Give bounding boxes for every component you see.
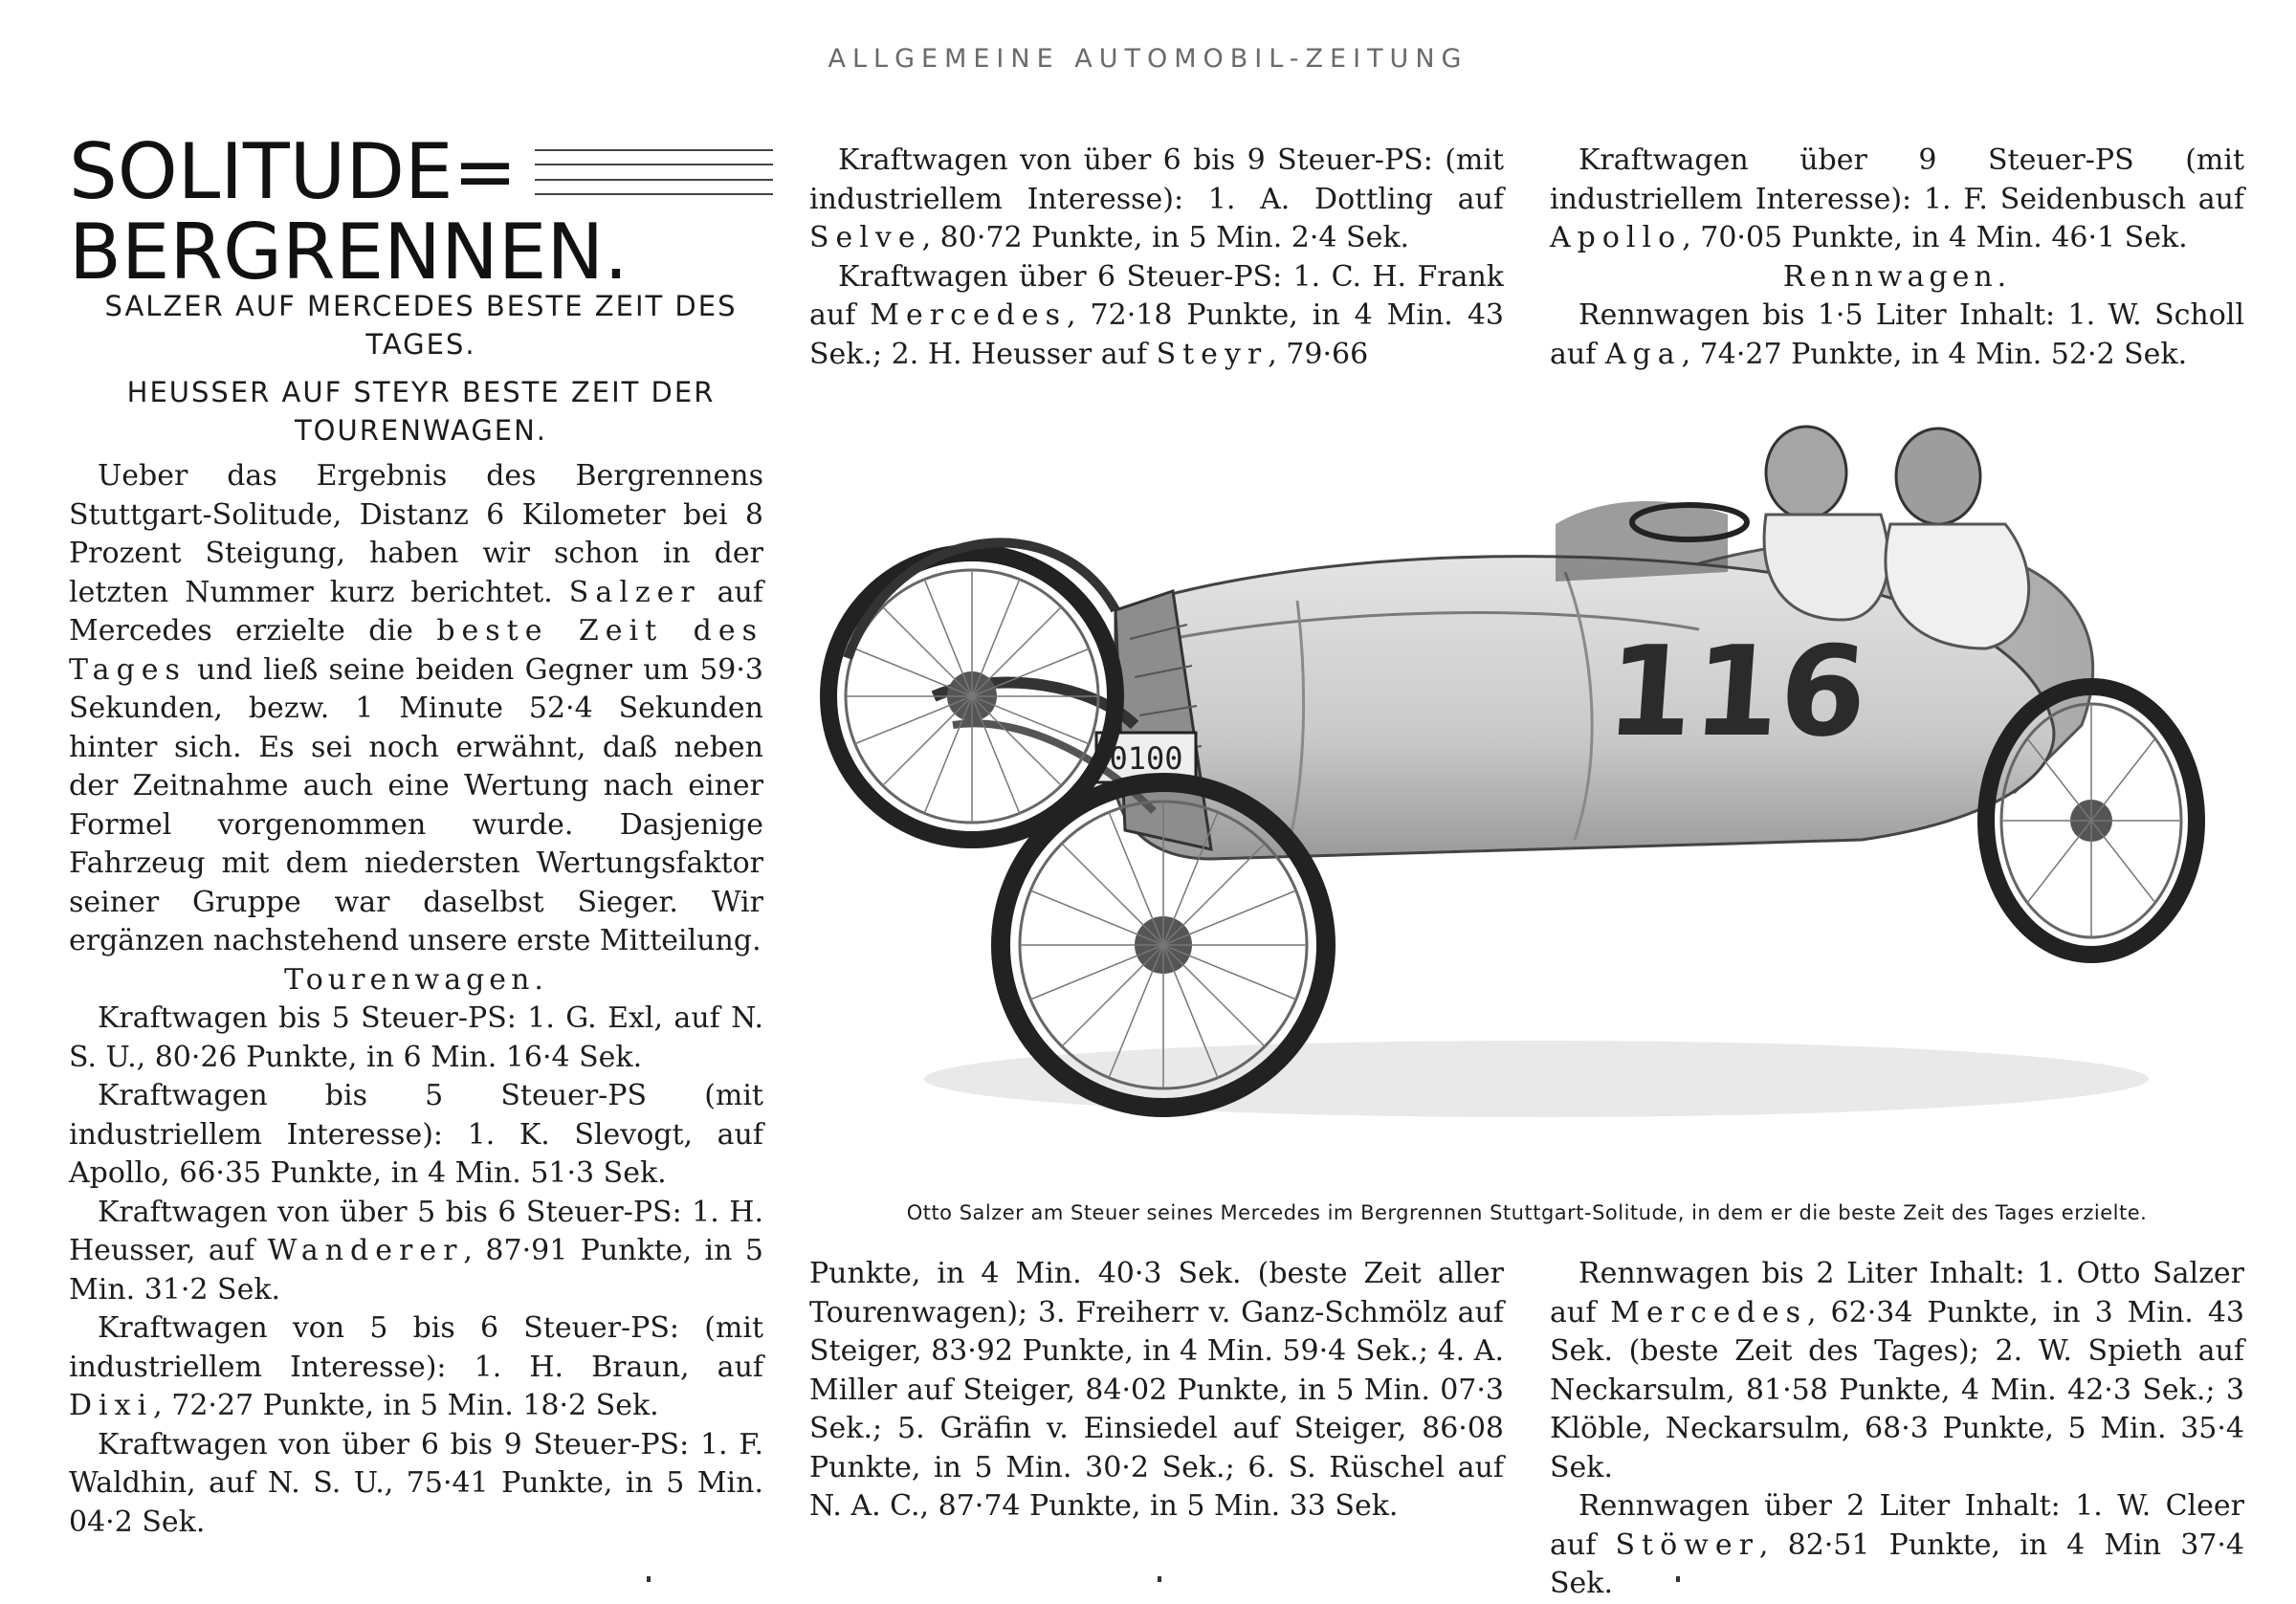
print-mark-3	[1676, 1576, 1680, 1582]
wheel-rear	[1986, 687, 2197, 955]
result-9-a: Rennwagen bis 1·5 Liter Inhalt: 1. W. Scholl auf	[1550, 298, 2244, 371]
result-9-brand: Aga	[1604, 337, 1682, 371]
print-mark-2	[1158, 1576, 1161, 1582]
title-text-1: SOLITUDE=	[69, 127, 518, 216]
result-3	[69, 1194, 763, 1310]
result-11	[1550, 1487, 2244, 1604]
intro-paragraph	[69, 457, 763, 961]
result-7-brand2: Steyr	[1156, 337, 1269, 371]
result-7-c: , 79·66	[1268, 337, 1369, 371]
intro-text-b: auf Mercedes erzielte die	[69, 575, 763, 648]
result-7-brand: Mercedes	[870, 298, 1068, 332]
result-7-a: Kraftwagen über 6 Steuer-PS: 1. C. H. Frank auf	[809, 259, 1504, 332]
result-4-b: , 72·27 Punkte, in 5 Min. 18·2 Sek.	[153, 1389, 659, 1422]
wheel-front-left	[828, 553, 1115, 840]
column-2-bottom	[809, 1255, 1504, 1527]
car-race-number: 116	[1601, 619, 1872, 764]
result-7-continued: Punkte, in 4 Min. 40·3 Sek. (beste Zeit aller Tourenwagen); 3. Freiherr v. Ganz-Schmölz auf Steiger, 83·92 Punkte, in 4 Min. 59·4 Sek.; 4. A. Miller auf Steiger, 84·02 Punkte, in 5 Min. 07·3 Sek.; 5. Gräfin v. Einsiedel auf Steiger, 86·08 Punkte, in 5 Min. 30·2 Sek.; 6. S. Rüschel auf N. A. C., 87·74 Punkte, in 5 Min. 33 Sek.	[809, 1257, 1504, 1523]
result-6	[809, 142, 1504, 258]
result-4-brand: Dixi	[69, 1389, 154, 1422]
result-11-brand: Stöwer	[1615, 1527, 1759, 1562]
driver-2-head	[1896, 428, 1980, 524]
title-line-1	[69, 127, 773, 216]
result-1: Kraftwagen bis 5 Steuer-PS: 1. G. Exl, auf N. S. U., 80·26 Punkte, in 6 Min. 16·4 Sek.	[69, 1001, 763, 1074]
running-header: ALLGEMEINE AUTOMOBIL-ZEITUNG	[828, 44, 1468, 74]
result-10	[1550, 1255, 2244, 1487]
wheel-front-right	[1001, 782, 1326, 1108]
result-9-b: , 74·27 Punkte, in 4 Min. 52·2 Sek.	[1681, 337, 2188, 371]
intro-salzer: Salzer	[568, 575, 701, 609]
intro-text-c: und ließ seine beiden Gegner um 59·3 Sekunden, bezw. 1 Minute 52·4 Sekunden hinter sich. Es sei noch erwähnt, daß neben der Zeitnahme auch eine Wertung nach einer Formel vorgenommen wurde. Dasjenige Fahrzeug mit dem niedersten Wertungsfaktor seiner Gruppe war daselbst Sieger. Wir ergänzen nachstehend unsere erste Mitteilung.	[69, 652, 763, 957]
result-8	[1550, 142, 2244, 258]
result-8-a: Kraftwagen über 9 Steuer-PS (mit industriellem Interesse): 1. F. Seidenbusch auf	[1550, 143, 2244, 216]
intro-text-a: Ueber das Ergebnis des Bergrennens Stuttgart-Solitude, Distanz 6 Kilometer bei 8 Prozent Steigung, haben wir schon in der letzten Nummer kurz berichtet.	[69, 459, 763, 609]
section-tourenwagen: Tourenwagen.	[284, 962, 548, 997]
result-7-b: , 72·18 Punkte, in 4 Min. 43 Sek.; 2. H. Heusser auf	[809, 298, 1504, 371]
print-mark-1	[647, 1576, 651, 1582]
result-3-b: , 87·91 Punkte, in 5 Min. 31·2 Sek.	[69, 1234, 764, 1307]
result-8-b: , 70·05 Punkte, in 4 Min. 46·1 Sek.	[1682, 221, 2188, 254]
result-3-brand: Wanderer	[267, 1234, 464, 1267]
result-10-brand: Mercedes	[1610, 1295, 1808, 1329]
result-9	[1550, 297, 2244, 374]
result-6-a: Kraftwagen von über 6 bis 9 Steuer-PS: (mit industriellem Interesse): 1. A. Dottling auf	[809, 143, 1504, 216]
driver-1-head	[1766, 427, 1846, 518]
result-11-a: Rennwagen über 2 Liter Inhalt: 1. W. Cleer auf	[1550, 1489, 2244, 1562]
result-8-brand: Apollo	[1550, 221, 1683, 254]
result-6-b: , 80·72 Punkte, in 5 Min. 2·4 Sek.	[921, 221, 1410, 254]
title-line-2	[69, 208, 773, 297]
column-2-top	[809, 142, 1504, 374]
result-10-a: Rennwagen bis 2 Liter Inhalt: 1. Otto Salzer auf	[1550, 1257, 2244, 1329]
column-1	[69, 457, 763, 1542]
result-6-brand: Selve	[809, 221, 922, 254]
subheading-2: HEUSSER AUF STEYR BESTE ZEIT DER TOURENWAGEN.	[126, 376, 716, 447]
column-3-top	[1550, 142, 2244, 374]
result-3-a: Kraftwagen von über 5 bis 6 Steuer-PS: 1. H. Heusser, auf	[69, 1195, 763, 1267]
subheading-1: SALZER AUF MERCEDES BESTE ZEIT DES TAGES.	[104, 290, 738, 361]
result-5: Kraftwagen von über 6 bis 9 Steuer-PS: 1. F. Waldhin, auf N. S. U., 75·41 Punkte, in 5 Min. 04·2 Sek.	[69, 1427, 763, 1539]
result-4-a: Kraftwagen von 5 bis 6 Steuer-PS: (mit industriellem Interesse): 1. H. Braun, auf	[69, 1311, 763, 1384]
photo-caption: Otto Salzer am Steuer seines Mercedes im Bergrennen Stuttgart-Solitude, in dem er die beste Zeit des Tages erzielte.	[906, 1201, 2148, 1224]
section-rennwagen: Rennwagen.	[1782, 259, 2012, 294]
result-11-b: , 82·51 Punkte, in 4 Min 37·4 Sek.	[1550, 1527, 2244, 1600]
column-3-bottom	[1550, 1255, 2244, 1604]
title-decorative-rules	[535, 149, 773, 195]
result-4	[69, 1309, 763, 1426]
article-title	[69, 127, 773, 297]
race-car-photo	[809, 409, 2244, 1196]
result-10-b: , 62·34 Punkte, in 3 Min. 43 Sek. (beste Zeit des Tages); 2. W. Spieth auf Neckarsulm, 81·58 Punkte, 4 Min. 42·3 Sek.; 3 Klöble, Neckarsulm, 68·3 Punkte, 5 Min. 35·4 Sek.	[1550, 1295, 2244, 1484]
result-2: Kraftwagen bis 5 Steuer-PS (mit industriellem Interesse): 1. K. Slevogt, auf Apollo, 66·35 Punkte, in 4 Min. 51·3 Sek.	[69, 1079, 763, 1190]
title-text-2: BERGRENNEN.	[69, 208, 629, 297]
plate-number: 0100	[1109, 740, 1183, 777]
result-7	[809, 258, 1504, 375]
intro-beste-zeit: beste Zeit des Tages	[69, 614, 763, 687]
